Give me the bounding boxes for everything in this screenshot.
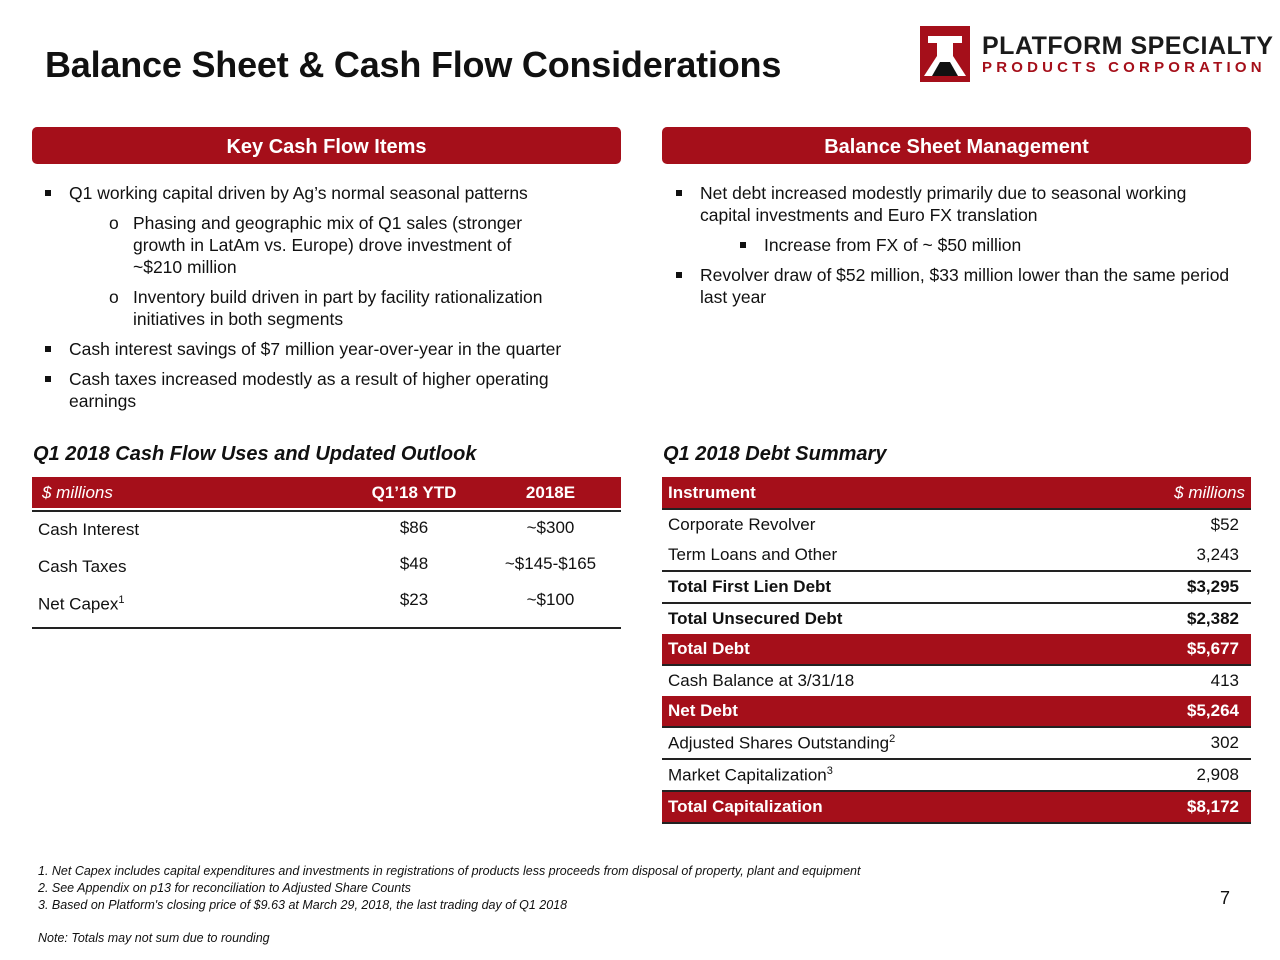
row-value: $8,172 [1100, 791, 1252, 823]
logo-text-line2: PRODUCTS CORPORATION [982, 59, 1266, 76]
bullet-item: Net debt increased modestly primarily due to seasonal working capital investments and Euro FX translation [676, 182, 1231, 226]
row-label: Term Loans and Other [662, 540, 1100, 571]
bullet-item: Revolver draw of $52 million, $33 million lower than the same period last year [676, 264, 1231, 308]
row-value: ~$100 [480, 586, 621, 628]
table-row [662, 571, 1251, 603]
bullet-square-icon [740, 242, 746, 248]
table-row [32, 511, 621, 548]
debt-summary-table [662, 477, 1251, 824]
table-row [662, 727, 1251, 759]
row-label: Total Debt [662, 634, 1100, 665]
row-value: 2,908 [1100, 759, 1252, 791]
debt-summary-title: Q1 2018 Debt Summary [663, 443, 887, 465]
column-header: Q1’18 YTD [348, 477, 480, 508]
footnote: 3. Based on Platform's closing price of $9.63 at March 29, 2018, the last trading day of Q1 2018 [38, 898, 568, 912]
bullet-square-icon [45, 376, 51, 382]
row-label: Total First Lien Debt [662, 571, 1100, 603]
bullet-item: Q1 working capital driven by Ag’s normal seasonal patterns [45, 182, 605, 204]
row-label: Cash Interest [38, 520, 140, 539]
row-value: $48 [399, 554, 429, 573]
logo-text-line1: PLATFORM SPECIALTY [982, 32, 1274, 60]
bullet-circle-icon: o [109, 287, 119, 307]
bullet-square-icon [45, 346, 51, 352]
row-label: Total Unsecured Debt [668, 609, 843, 628]
footnote: 1. Net Capex includes capital expenditures and investments in registrations of products less proceeds from disposal of property, plant and equipment [38, 864, 861, 878]
page-number: 7 [1220, 888, 1231, 908]
row-value: 3,243 [1100, 540, 1252, 571]
row-value: $86 [399, 518, 429, 537]
bullet-item: Cash taxes increased modestly as a result of higher operating earnings [45, 368, 569, 412]
company-logo [920, 26, 1274, 84]
sub-bullet-item: Increase from FX of ~ $50 million [740, 234, 1231, 256]
row-value: ~$145-$165 [504, 554, 597, 573]
rounding-note: Note: Totals may not sum due to rounding [38, 931, 270, 945]
table-header-row [32, 477, 621, 508]
table-row [662, 759, 1251, 791]
bullet-item: Cash interest savings of $7 million year-over-year in the quarter [45, 338, 605, 360]
bullet-circle-icon: o [109, 213, 119, 233]
footnotes [38, 863, 860, 914]
row-label: Net Capex$^1$ [32, 586, 348, 628]
bullet-square-icon [45, 190, 51, 196]
page-title: Balance Sheet & Cash Flow Considerations [45, 44, 782, 85]
row-value: ~$300 [526, 518, 575, 537]
bullet-square-icon [676, 272, 682, 278]
cash-flow-table-title: Q1 2018 Cash Flow Uses and Updated Outlook [33, 443, 477, 465]
row-label: Corporate Revolver [668, 515, 816, 534]
cash-flow-table [32, 477, 621, 629]
row-value: $5,264 [1100, 696, 1252, 727]
row-value: $5,677 [1100, 634, 1252, 665]
column-header: $ millions [32, 477, 348, 508]
row-label: Cash Taxes [38, 557, 127, 576]
logo-mark-icon [920, 26, 976, 84]
row-value: 302 [1100, 727, 1252, 759]
row-value: $2,382 [1187, 609, 1239, 628]
row-label: Net Debt [662, 696, 1100, 727]
row-label: Adjusted Shares Outstanding$^2$ [662, 727, 1100, 759]
table-row [662, 540, 1251, 571]
table-row [662, 665, 1251, 696]
sub-bullet-item: o Inventory build driven in part by facility rationalization initiatives in both segments [109, 287, 543, 329]
key-cash-flow-bullets [45, 182, 605, 420]
sub-bullet-item: o Phasing and geographic mix of Q1 sales (stronger growth in LatAm vs. Europe) drove investment of ~$210 million [109, 213, 523, 277]
table-row [662, 791, 1251, 823]
row-label: Cash Balance at 3/31/18 [668, 671, 855, 690]
table-row [662, 509, 1251, 540]
table-row [662, 696, 1251, 727]
row-value: $52 [1210, 515, 1239, 534]
footnote: 2. See Appendix on p13 for reconciliation to Adjusted Share Counts [38, 881, 411, 895]
table-row [32, 548, 621, 586]
table-header-row [662, 477, 1251, 509]
table-row [32, 586, 621, 628]
balance-sheet-bullets [676, 182, 1231, 316]
balance-sheet-header: Balance Sheet Management [662, 127, 1251, 164]
row-value: $3,295 [1100, 571, 1252, 603]
key-cash-flow-header: Key Cash Flow Items [32, 127, 621, 164]
column-header: $ millions [1100, 477, 1252, 509]
column-header: 2018E [480, 477, 621, 508]
row-value: 413 [1210, 671, 1239, 690]
table-row [662, 634, 1251, 665]
column-header: Instrument [662, 477, 1100, 509]
row-label: Total Capitalization [662, 791, 1100, 823]
table-row [662, 603, 1251, 634]
row-label: Market Capitalization$^3$ [662, 759, 1100, 791]
bullet-square-icon [676, 190, 682, 196]
row-value: $23 [348, 586, 480, 628]
